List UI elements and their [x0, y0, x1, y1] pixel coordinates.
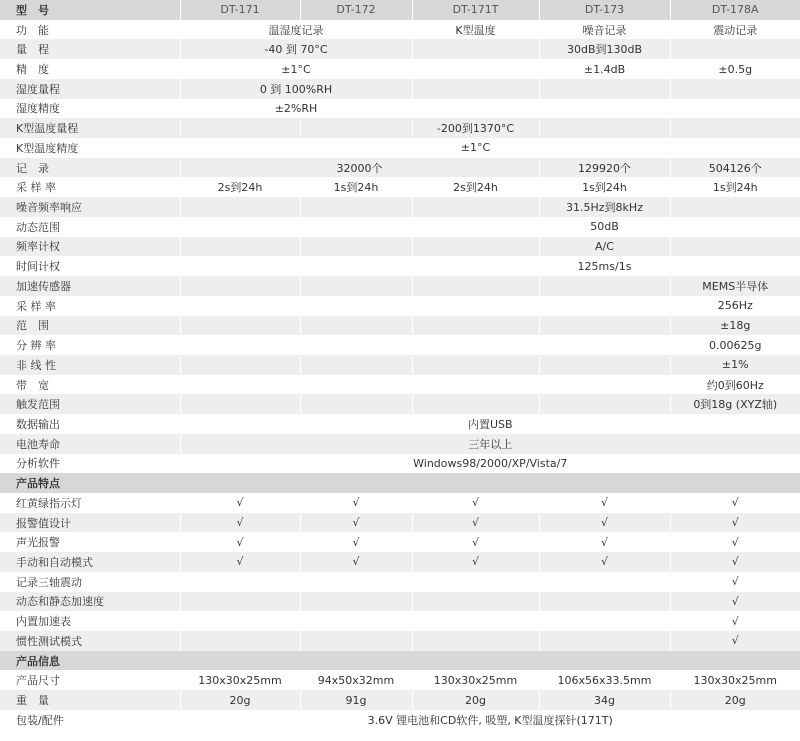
check-mark: √	[300, 532, 412, 552]
cell-empty	[300, 217, 412, 237]
cell-nonlinearity: ±1%	[670, 355, 800, 375]
cell-empty	[180, 118, 300, 138]
cell-empty	[539, 316, 670, 336]
row-label-resolution: 分 辨 率	[0, 335, 180, 355]
cell-empty	[539, 592, 670, 612]
cell-empty	[412, 375, 539, 395]
cell-range-noise: 30dB到130dB	[539, 39, 670, 59]
row-label-k-accuracy: K型温度精度	[0, 138, 180, 158]
check-mark: √	[670, 592, 800, 612]
cell-noise-freq: 31.5Hz到8kHz	[539, 197, 670, 217]
cell-empty	[412, 59, 539, 79]
cell-empty	[180, 335, 300, 355]
row-label-time-weight: 时间计权	[0, 256, 180, 276]
cell-empty	[539, 355, 670, 375]
row-label-three-axis: 记录三轴震动	[0, 572, 180, 592]
cell-dynamic-range: 50dB	[539, 217, 670, 237]
cell-empty	[539, 296, 670, 316]
cell-function-humidity-temp: 温湿度记录	[180, 20, 412, 40]
table-row	[0, 710, 800, 730]
row-label-inertial-test: 惯性测试模式	[0, 631, 180, 651]
cell-function-k-temp: K型温度	[412, 20, 539, 40]
check-mark: √	[670, 631, 800, 651]
cell-empty	[180, 316, 300, 336]
row-label-dynamic-range: 动态范围	[0, 217, 180, 237]
cell-empty	[300, 256, 412, 276]
cell-empty	[412, 631, 539, 651]
cell-empty	[300, 335, 412, 355]
table-row	[0, 256, 800, 276]
model-header-label: 型 号	[0, 0, 180, 20]
cell-empty	[539, 611, 670, 631]
cell-sample-rate-dt178a: 1s到24h	[670, 177, 800, 197]
row-label-noise-freq: 噪音频率响应	[0, 197, 180, 217]
table-row	[0, 355, 800, 375]
row-label-records: 记 录	[0, 158, 180, 178]
table-row	[0, 197, 800, 217]
cell-records-noise: 129920个	[539, 158, 670, 178]
table-row	[0, 335, 800, 355]
table-row	[0, 592, 800, 612]
section-info	[0, 651, 800, 671]
cell-empty	[412, 197, 539, 217]
cell-empty	[539, 99, 670, 119]
cell-k-range: -200到1370°C	[412, 118, 539, 138]
cell-humidity-range: 0 到 100%RH	[180, 79, 412, 99]
cell-accuracy-vibration: ±0.5g	[670, 59, 800, 79]
row-label-accuracy: 精 度	[0, 59, 180, 79]
cell-weight-dt172: 91g	[300, 690, 412, 710]
cell-size-dt171t: 130x30x25mm	[412, 670, 539, 690]
table-row	[0, 493, 800, 513]
row-label-battery-life: 电池寿命	[0, 434, 180, 454]
cell-accuracy-noise: ±1.4dB	[539, 59, 670, 79]
check-mark: √	[300, 513, 412, 533]
check-mark: √	[180, 552, 300, 572]
check-mark: √	[300, 552, 412, 572]
cell-empty	[412, 572, 539, 592]
section-title-features: 产品特点	[0, 473, 800, 493]
cell-empty	[300, 316, 412, 336]
cell-accel-sensor: MEMS半导体	[670, 276, 800, 296]
cell-weight-dt171: 20g	[180, 690, 300, 710]
check-mark: √	[412, 513, 539, 533]
cell-sample-rate-dt173: 1s到24h	[539, 177, 670, 197]
cell-empty	[180, 197, 300, 217]
cell-empty	[180, 592, 300, 612]
cell-empty	[670, 79, 800, 99]
check-mark: √	[670, 572, 800, 592]
row-label-built-in-accel: 内置加速表	[0, 611, 180, 631]
cell-accel-range: ±18g	[670, 316, 800, 336]
row-label-sample-rate: 采 样 率	[0, 177, 180, 197]
cell-empty	[670, 118, 800, 138]
cell-empty	[412, 237, 539, 257]
row-label-trigger-range: 触发范围	[0, 394, 180, 414]
cell-empty	[180, 296, 300, 316]
check-mark: √	[180, 513, 300, 533]
cell-empty	[180, 138, 300, 158]
cell-sample-rate-dt171t: 2s到24h	[412, 177, 539, 197]
cell-empty	[412, 256, 539, 276]
model-dt172: DT-172	[300, 0, 412, 20]
row-label-weight: 重 量	[0, 690, 180, 710]
table-row	[0, 690, 800, 710]
table-row	[0, 237, 800, 257]
cell-empty	[180, 572, 300, 592]
row-label-range: 量 程	[0, 39, 180, 59]
row-label-alarm-setting: 报警值设计	[0, 513, 180, 533]
cell-empty	[670, 99, 800, 119]
section-features	[0, 473, 800, 493]
cell-empty	[180, 256, 300, 276]
cell-freq-weight: A/C	[539, 237, 670, 257]
cell-weight-dt171t: 20g	[412, 690, 539, 710]
model-dt178a: DT-178A	[670, 0, 800, 20]
row-label-size: 产品尺寸	[0, 670, 180, 690]
cell-function-noise: 噪音记录	[539, 20, 670, 40]
cell-empty	[412, 611, 539, 631]
cell-empty	[180, 611, 300, 631]
cell-package: 3.6V 锂电池和CD软件, 吸塑, K型温度探针(171T)	[180, 710, 800, 730]
check-mark: √	[539, 532, 670, 552]
table-row	[0, 631, 800, 651]
cell-empty	[180, 375, 300, 395]
row-label-accel-sensor: 加速传感器	[0, 276, 180, 296]
cell-k-accuracy: ±1°C	[412, 138, 539, 158]
cell-empty	[300, 296, 412, 316]
table-row	[0, 79, 800, 99]
row-label-dynamic-static: 动态和静态加速度	[0, 592, 180, 612]
cell-empty	[300, 631, 412, 651]
cell-empty	[300, 138, 412, 158]
row-label-accel-range: 范 围	[0, 316, 180, 336]
cell-empty	[539, 394, 670, 414]
cell-records-vibration: 504126个	[670, 158, 800, 178]
section-title-info: 产品信息	[0, 651, 800, 671]
cell-empty	[670, 237, 800, 257]
cell-trigger-range: 0到18g (XYZ轴)	[670, 394, 800, 414]
table-row	[0, 414, 800, 434]
cell-empty	[300, 592, 412, 612]
cell-accel-sample-rate: 256Hz	[670, 296, 800, 316]
cell-empty	[180, 276, 300, 296]
cell-empty	[412, 39, 539, 59]
cell-empty	[180, 237, 300, 257]
check-mark: √	[539, 513, 670, 533]
check-mark: √	[670, 493, 800, 513]
cell-function-vibration: 震动记录	[670, 20, 800, 40]
cell-empty	[539, 79, 670, 99]
cell-bandwidth: 约0到60Hz	[670, 375, 800, 395]
table-row	[0, 158, 800, 178]
table-row	[0, 572, 800, 592]
cell-empty	[539, 572, 670, 592]
cell-size-dt178a: 130x30x25mm	[670, 670, 800, 690]
cell-sample-rate-dt171: 2s到24h	[180, 177, 300, 197]
cell-records-temp: 32000个	[180, 158, 539, 178]
cell-empty	[539, 375, 670, 395]
check-mark: √	[300, 493, 412, 513]
table-row	[0, 296, 800, 316]
model-dt173: DT-173	[539, 0, 670, 20]
cell-sample-rate-dt172: 1s到24h	[300, 177, 412, 197]
check-mark: √	[539, 552, 670, 572]
cell-empty	[412, 276, 539, 296]
cell-empty	[539, 631, 670, 651]
check-mark: √	[539, 493, 670, 513]
table-row	[0, 20, 800, 40]
cell-empty	[300, 375, 412, 395]
cell-empty	[180, 394, 300, 414]
cell-empty	[539, 138, 670, 158]
table-row	[0, 316, 800, 336]
cell-data-output: 内置USB	[180, 414, 800, 434]
cell-empty	[412, 99, 539, 119]
table-row	[0, 454, 800, 474]
table-row	[0, 670, 800, 690]
table-row	[0, 276, 800, 296]
check-mark: √	[180, 493, 300, 513]
cell-empty	[412, 335, 539, 355]
cell-empty	[412, 296, 539, 316]
table-row	[0, 118, 800, 138]
row-label-data-output: 数据输出	[0, 414, 180, 434]
model-dt171: DT-171	[180, 0, 300, 20]
cell-size-dt171: 130x30x25mm	[180, 670, 300, 690]
cell-battery-life: 三年以上	[180, 434, 800, 454]
row-label-function: 功 能	[0, 20, 180, 40]
cell-empty	[412, 217, 539, 237]
table-row	[0, 59, 800, 79]
cell-empty	[670, 39, 800, 59]
row-label-accel-sample-rate: 采 样 率	[0, 296, 180, 316]
header-row	[0, 0, 800, 20]
cell-empty	[180, 355, 300, 375]
cell-empty	[300, 611, 412, 631]
check-mark: √	[412, 532, 539, 552]
table-row	[0, 177, 800, 197]
cell-empty	[670, 197, 800, 217]
check-mark: √	[412, 552, 539, 572]
cell-range-temp: -40 到 70°C	[180, 39, 412, 59]
cell-empty	[300, 572, 412, 592]
row-label-bandwidth: 带 宽	[0, 375, 180, 395]
model-dt171t: DT-171T	[412, 0, 539, 20]
check-mark: √	[670, 532, 800, 552]
row-label-humidity-accuracy: 湿度精度	[0, 99, 180, 119]
cell-empty	[670, 217, 800, 237]
row-label-freq-weight: 频率计权	[0, 237, 180, 257]
table-row	[0, 611, 800, 631]
row-label-software: 分析软件	[0, 454, 180, 474]
cell-empty	[300, 197, 412, 217]
cell-empty	[670, 138, 800, 158]
row-label-humidity-range: 湿度量程	[0, 79, 180, 99]
table-row	[0, 532, 800, 552]
cell-empty	[670, 256, 800, 276]
row-label-led: 红黄绿指示灯	[0, 493, 180, 513]
cell-time-weight: 125ms/1s	[539, 256, 670, 276]
row-label-package: 包装/配件	[0, 710, 180, 730]
check-mark: √	[180, 532, 300, 552]
cell-empty	[300, 118, 412, 138]
cell-empty	[539, 276, 670, 296]
cell-software: Windows98/2000/XP/Vista/7	[180, 454, 800, 474]
cell-empty	[300, 276, 412, 296]
row-label-manual-auto: 手动和自动模式	[0, 552, 180, 572]
cell-weight-dt178a: 20g	[670, 690, 800, 710]
table-row	[0, 217, 800, 237]
cell-empty	[412, 355, 539, 375]
table-row	[0, 434, 800, 454]
cell-empty	[539, 118, 670, 138]
cell-empty	[412, 394, 539, 414]
cell-empty	[180, 217, 300, 237]
cell-empty	[300, 237, 412, 257]
row-label-sound-light-alarm: 声光报警	[0, 532, 180, 552]
table-row	[0, 394, 800, 414]
cell-accuracy-temp: ±1°C	[180, 59, 412, 79]
cell-size-dt172: 94x50x32mm	[300, 670, 412, 690]
table-row	[0, 99, 800, 119]
check-mark: √	[412, 493, 539, 513]
cell-empty	[300, 355, 412, 375]
cell-empty	[412, 316, 539, 336]
cell-empty	[300, 394, 412, 414]
table-row	[0, 552, 800, 572]
row-label-nonlinearity: 非 线 性	[0, 355, 180, 375]
cell-size-dt173: 106x56x33.5mm	[539, 670, 670, 690]
cell-empty	[412, 79, 539, 99]
table-row	[0, 138, 800, 158]
cell-empty	[539, 335, 670, 355]
cell-empty	[412, 592, 539, 612]
cell-empty	[180, 631, 300, 651]
cell-resolution: 0.00625g	[670, 335, 800, 355]
check-mark: √	[670, 552, 800, 572]
row-label-k-range: K型温度量程	[0, 118, 180, 138]
check-mark: √	[670, 611, 800, 631]
check-mark: √	[670, 513, 800, 533]
table-row	[0, 513, 800, 533]
table-row	[0, 375, 800, 395]
cell-humidity-accuracy: ±2%RH	[180, 99, 412, 119]
cell-weight-dt173: 34g	[539, 690, 670, 710]
table-row	[0, 39, 800, 59]
